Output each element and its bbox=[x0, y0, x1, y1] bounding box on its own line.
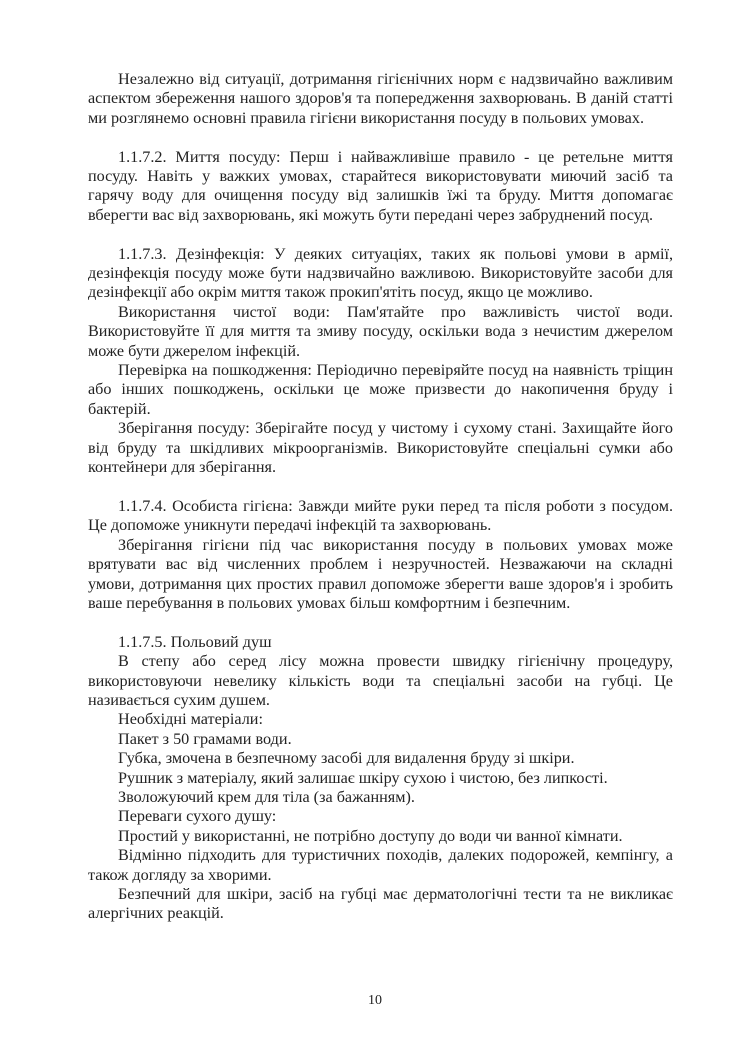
section-personal-hygiene: 1.1.7.4. Особиста гігієна: Завжди мийте руки перед та після роботи з посудом. Це допоможе уникнути передачі інфекцій та захворювань. bbox=[88, 496, 673, 535]
list-item: Пакет з 50 грамами води. bbox=[118, 729, 292, 748]
paragraph-gap bbox=[88, 128, 673, 147]
intro-paragraph: Незалежно від ситуації, дотримання гігієнічних норм є надзвичайно важливим аспектом збереження нашого здоров'я та попередження захворювань. В даній статті ми розглянемо основні правила гігієни використання посуду в польових умовах. bbox=[88, 70, 673, 127]
paragraph-dry-shower: В степу або серед лісу можна провести швидку гігієнічну процедуру, використовуючи невелику кількість води та спеціальні засоби на губці. Це називається сухим душем. bbox=[88, 652, 673, 709]
paragraph-gap bbox=[88, 225, 673, 244]
benefits-heading: Переваги сухого душу: bbox=[118, 807, 277, 826]
section-dish-washing: 1.1.7.2. Миття посуду: Перш і найважливіше правило - це ретельне миття посуду. Навіть у важких умовах, старайтеся використовувати миючий засіб та гарячу воду для очищення посуду від залишків їжі та бруду. Миття допомагає вберегти вас від захворювань, які можуть бути передані через забруднений посуд. bbox=[88, 147, 673, 224]
list-item: Безпечний для шкіри, засіб на губці має дерматологічні тести та не викликає алергічних реакцій. bbox=[88, 885, 673, 923]
section-disinfection: 1.1.7.3. Дезінфекція: У деяких ситуаціях, таких як польові умови в армії, дезінфекція посуду може бути надзвичайно важливою. Використовуйте засоби для дезінфекції або окрім миття також прокип'ятіть посуд, якщо це можливо. bbox=[88, 244, 673, 302]
paragraph-gap bbox=[88, 478, 673, 497]
paragraph-hygiene-summary: Зберігання гігієни під час використання посуду в польових умовах може врятувати вас від численних проблем і незручностей. Незважаючи на складні умови, дотримання цих простих правил допоможе зберегти ваше здоров'я і зробить ваше перебування в польових умовах більш комфортним і безпечним. bbox=[88, 535, 673, 612]
materials-heading: Необхідні матеріали: bbox=[118, 710, 263, 729]
section-field-shower-heading: 1.1.7.5. Польовий душ bbox=[118, 632, 272, 651]
paragraph-damage-check: Перевірка на пошкодження: Періодично перевіряйте посуд на наявність тріщин або інших пошкоджень, оскільки це може призвести до накопичення бруду і бактерій. bbox=[88, 361, 673, 418]
list-item: Рушник з матеріалу, який залишає шкіру сухою і чистою, без липкості. bbox=[118, 768, 608, 787]
list-item: Губка, змочена в безпечному засобі для видалення бруду зі шкіри. bbox=[118, 749, 575, 768]
document-page bbox=[88, 70, 673, 924]
paragraph-clean-water: Використання чистої води: Пам'ятайте про важливість чистої води. Використовуйте її для миття та змиву посуду, оскільки вода з нечистим джерелом може бути джерелом інфекцій. bbox=[88, 302, 673, 360]
page-number: 10 bbox=[368, 993, 382, 1008]
list-item: Відмінно підходить для туристичних походів, далеких подорожей, кемпінгу, а також догляду за хворими. bbox=[88, 846, 673, 884]
paragraph-dish-storage: Зберігання посуду: Зберігайте посуд у чистому і сухому стані. Захищайте його від бруду та шкідливих мікроорганізмів. Використовуйте спеціальні сумки або контейнери для зберігання. bbox=[88, 419, 673, 477]
list-item: Простий у використанні, не потрібно доступу до води чи ванної кімнати. bbox=[118, 826, 623, 845]
list-item: Зволожуючий крем для тіла (за бажанням). bbox=[118, 787, 415, 806]
paragraph-gap bbox=[88, 613, 673, 632]
